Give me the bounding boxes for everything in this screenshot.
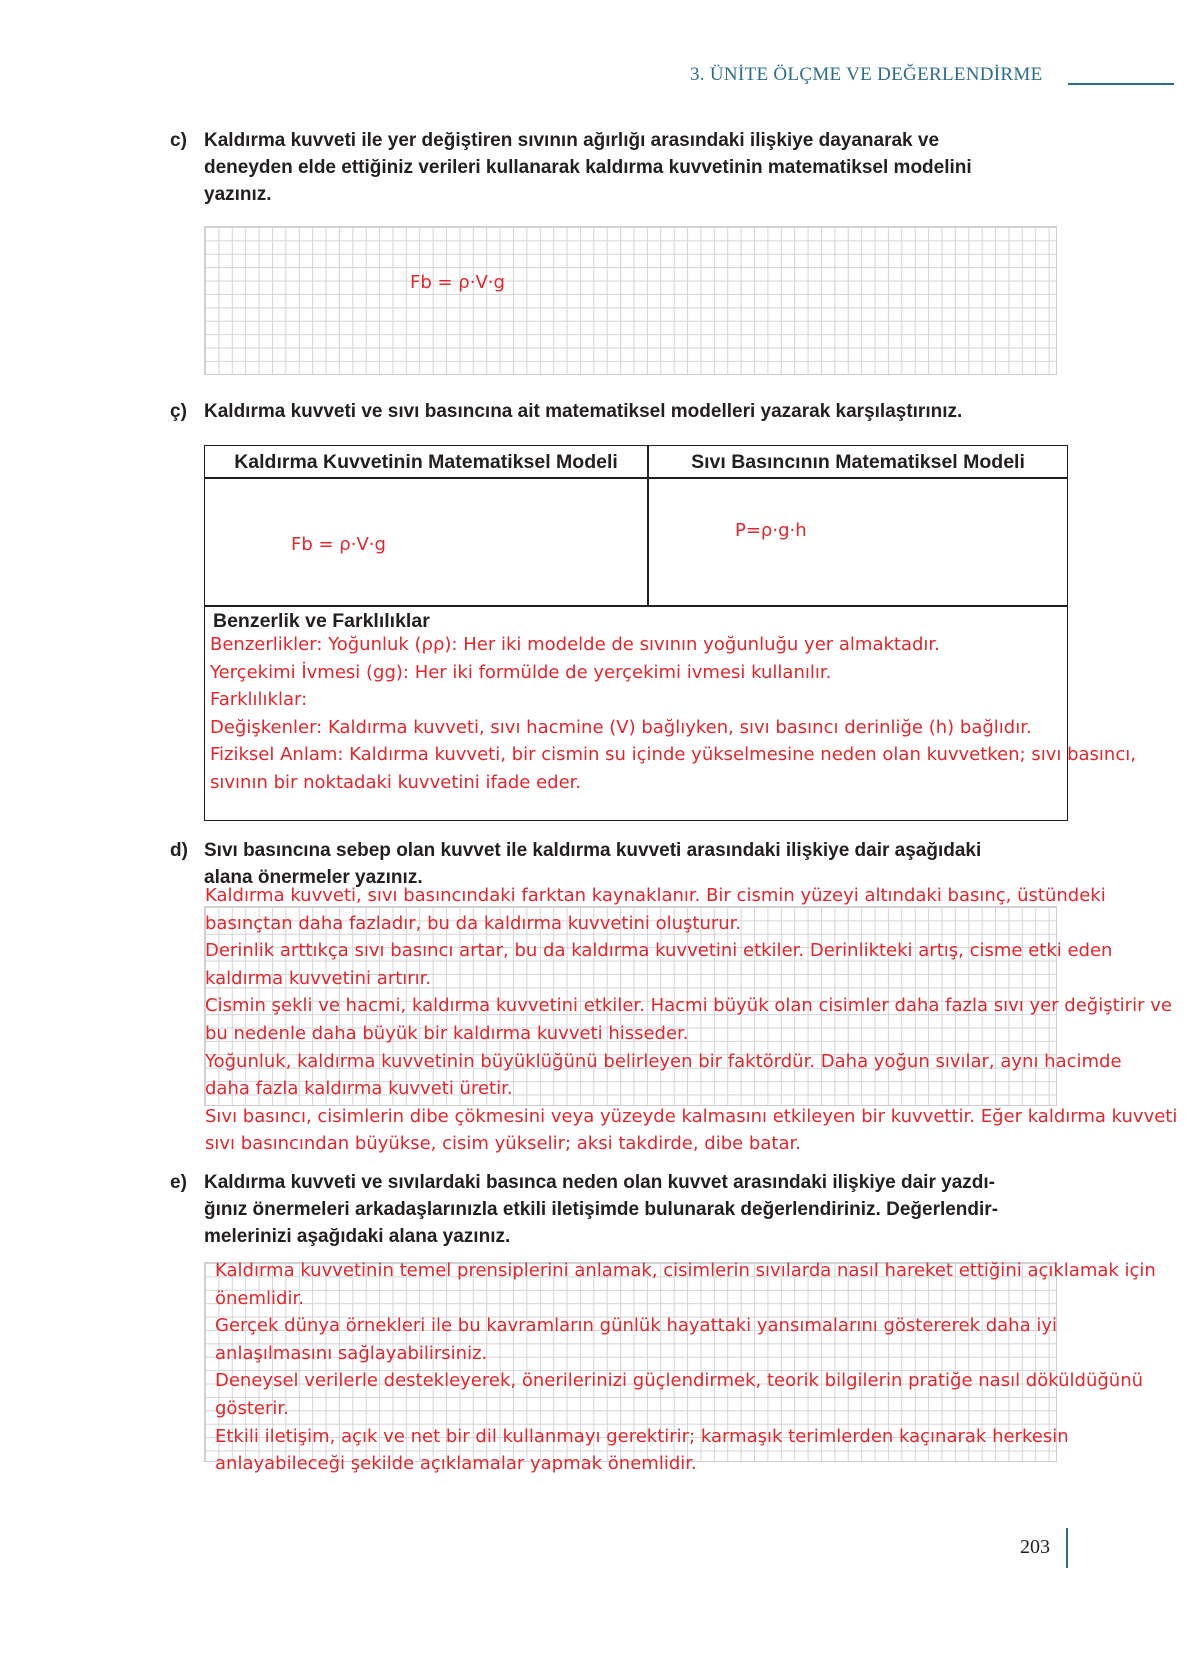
table-header-buoyancy-model: Kaldırma Kuvvetinin Matematiksel Modeli: [234, 451, 618, 473]
question-d-label: d): [170, 840, 188, 861]
question-d-line: Sıvı basıncına sebep olan kuvvet ile kaldırma kuvveti arasındaki ilişkiye dair aşağıdaki: [204, 840, 982, 861]
similarities-line: Fiziksel Anlam: Kaldırma kuvveti, bir cismin su içinde yükselmesine neden olan kuvvetken; sıvı basıncı,: [210, 744, 1136, 766]
answer-e-line: Deneysel verilerle destekleyerek, önerilerinizi güçlendirmek, teorik bilgilerin pratiğe nasıl döküldüğünü: [215, 1370, 1144, 1392]
page-number-rule: [1066, 1528, 1068, 1568]
question-c-line: Kaldırma kuvveti ile yer değiştiren sıvının ağırlığı arasındaki ilişkiye dayanarak ve: [204, 130, 940, 151]
answer-e-line: Kaldırma kuvvetinin temel prensiplerini anlamak, cisimlerin sıvılarda nasıl hareket ettiğini açıklamak için: [215, 1260, 1156, 1281]
question-cc-text: Kaldırma kuvveti ve sıvı basıncına ait matematiksel modelleri yazarak karşılaştırınız.: [204, 401, 963, 422]
answer-d-line: sıvı basıncından büyükse, cisim yükselir; aksi takdirde, dibe batar.: [205, 1133, 801, 1155]
similarities-line: Benzerlikler: Yoğunluk (ρρ): Her iki modelde de sıvının yoğunluğu yer almaktadır.: [210, 634, 940, 655]
answer-d-line: basınçtan daha fazladır, bu da kaldırma kuvvetini oluşturur.: [205, 912, 742, 934]
question-c-line: deneyden elde ettiğiniz verileri kullanarak kaldırma kuvvetinin matematiksel modelini: [204, 157, 972, 178]
question-cc-label: ç): [170, 401, 187, 422]
table-cell-buoyancy-formula: Fb = ρ·V·g: [291, 534, 386, 555]
page-number: 203: [1020, 1536, 1050, 1558]
header-rule: [1068, 83, 1174, 85]
table-header-rule: [204, 477, 1068, 479]
answer-grid-c[interactable]: [204, 226, 1057, 375]
answer-d: [205, 882, 1177, 1158]
question-e-text: [204, 1169, 1104, 1250]
question-e-line: melerinizi aşağıdaki alana yazınız.: [204, 1226, 511, 1247]
similarities-answer: [210, 631, 1136, 797]
answer-e-line: Etkili iletişim, açık ve net bir dil kullanmayı gerektirir; karmaşık terimlerden kaçınarak herkesin: [215, 1425, 1069, 1447]
question-c-text: [204, 127, 1104, 208]
question-e-label: e): [170, 1172, 187, 1193]
question-e-line: Kaldırma kuvveti ve sıvılardaki basınca neden olan kuvvet arasındaki ilişkiye dair yazdı-: [204, 1172, 995, 1193]
answer-e-line: Gerçek dünya örnekleri ile bu kavramların günlük hayattaki yansımalarını göstererek daha iyi: [215, 1315, 1057, 1337]
answer-e-line: anlayabileceği şekilde açıklamalar yapmak önemlidir.: [215, 1453, 697, 1475]
answer-d-line: Cismin şekli ve hacmi, kaldırma kuvvetini etkiler. Hacmi büyük olan cisimler daha fazla sıvı yer değiştirir ve: [205, 995, 1172, 1017]
answer-d-line: daha fazla kaldırma kuvveti üretir.: [205, 1078, 513, 1100]
page-header-title: 3. ÜNİTE ÖLÇME VE DEĞERLENDİRME: [690, 64, 1043, 85]
answer-d-line: Derinlik arttıkça sıvı basıncı artar, bu da kaldırma kuvvetini etkiler. Derinlikteki artış, cisme etki eden: [205, 940, 1113, 962]
question-c-label: c): [170, 130, 187, 151]
answer-d-line: bu nedenle daha büyük bir kaldırma kuvveti hisseder.: [205, 1022, 689, 1044]
similarities-line: Yerçekimi İvmesi (gg): Her iki formülde de yerçekimi ivmesi kullanılır.: [210, 661, 832, 683]
answer-e: [215, 1257, 1156, 1478]
question-d-line: alana önermeler yazınız.: [204, 867, 423, 888]
question-c-line: yazınız.: [204, 184, 272, 205]
table-cell-pressure-formula: P=ρ·g·h: [735, 520, 807, 541]
question-e-line: ğınız önermeleri arkadaşlarınızla etkili iletişimde bulunarak değerlendiriniz. Değerlendir-: [204, 1199, 999, 1220]
answer-e-line: önemlidir.: [215, 1287, 304, 1309]
similarities-line: Değişkenler: Kaldırma kuvveti, sıvı hacmine (V) bağlıyken, sıvı basıncı derinliğe (h) bağlıdır.: [210, 716, 1032, 738]
similarities-header: Benzerlik ve Farklılıklar: [213, 610, 430, 632]
answer-d-line: Kaldırma kuvveti, sıvı basıncındaki farktan kaynaklanır. Bir cismin yüzeyi altındaki basınç, üstündeki: [205, 885, 1106, 906]
similarities-line: Farklılıklar:: [210, 689, 308, 711]
table-body-rule: [204, 605, 1068, 607]
answer-c-formula: Fb = ρ·V·g: [410, 272, 505, 293]
answer-e-line: gösterir.: [215, 1397, 289, 1419]
table-header-pressure-model: Sıvı Basıncının Matematiksel Modeli: [691, 451, 1025, 473]
answer-d-line: Sıvı basıncı, cisimlerin dibe çökmesini veya yüzeyde kalmasını etkileyen bir kuvvettir. Eğer kaldırma kuvveti: [205, 1105, 1178, 1127]
answer-d-line: kaldırma kuvvetini artırır.: [205, 967, 432, 989]
answer-e-line: anlaşılmasını sağlayabilirsiniz.: [215, 1342, 488, 1364]
answer-d-line: Yoğunluk, kaldırma kuvvetinin büyüklüğünü belirleyen bir faktördür. Daha yoğun sıvılar, aynı hacimde: [205, 1050, 1122, 1072]
similarities-line: sıvının bir noktadaki kuvvetini ifade eder.: [210, 771, 582, 793]
